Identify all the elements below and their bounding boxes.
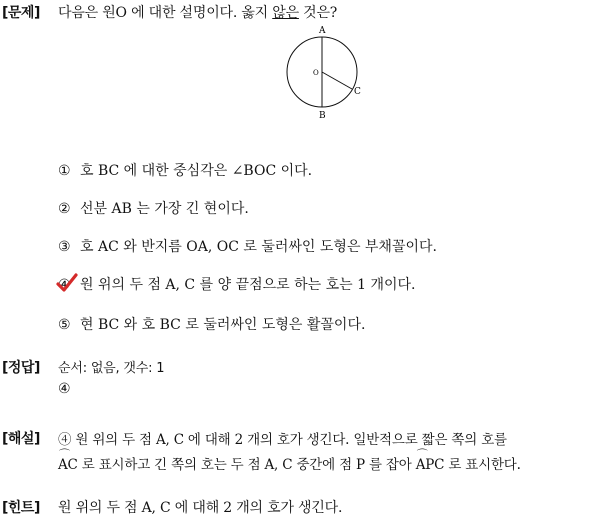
answer-line-2: ④ [58,381,71,397]
explanation-line-2-end: 로 표시한다. [444,457,521,473]
option-1 [58,160,312,180]
label-b: B [319,111,326,121]
option-4-number: ④ [58,277,71,293]
arc-apc: ⌒ APC [416,457,445,473]
option-5 [58,314,365,334]
option-5-text: 현 BC 와 호 BC 로 둘러싸인 도형은 활꼴이다. [80,317,366,333]
arc-ac: ⌒ AC [58,457,78,473]
option-1-number: ① [58,163,71,179]
option-3 [58,236,437,256]
option-2-number: ② [58,201,71,217]
option-4 [58,274,415,294]
option-3-text: 호 AC 와 반지름 OA, OC 로 둘러싸인 도형은 부채꼴이다. [80,239,437,255]
option-2-text: 선분 AB 는 가장 긴 현이다. [80,201,249,217]
option-2 [58,198,249,218]
question-text [58,2,337,22]
answer-tag: [정답] [2,360,40,376]
explanation-tag: [해설] [2,431,40,447]
explanation-line-2 [58,453,521,473]
option-3-number: ③ [58,239,71,255]
circle-figure [280,22,370,122]
option-5-number: ⑤ [58,317,71,333]
label-o: O [313,69,319,77]
radius-oc [322,72,352,89]
option-4-text: 원 위의 두 점 A, C 를 양 끝점으로 하는 호는 1 개이다. [80,277,416,293]
option-1-text: 호 BC 에 대한 중심각은 ∠BOC 이다. [80,163,313,179]
question-suffix: 것은? [298,5,338,21]
label-c: C [354,87,361,97]
problem-tag: [문제] [2,5,40,21]
hint-tag: [힌트] [2,500,40,516]
hint-text: 원 위의 두 점 A, C 에 대해 2 개의 호가 생긴다. [58,500,343,516]
explanation-line-2-mid: 로 표시하고 긴 쪽의 호는 두 점 A, C 중간에 점 P 를 잡아 [77,457,416,473]
checkmark-icon [56,273,78,293]
label-a: A [319,26,326,36]
question-underlined: 않은 [272,5,299,21]
question-prefix: 다음은 원O 에 대한 설명이다. 옳지 [58,5,273,21]
explanation-line-1: ④ 원 위의 두 점 A, C 에 대해 2 개의 호가 생긴다. 일반적으로 짧은 쪽의 호를 [58,432,507,448]
answer-line-1: 순서: 없음, 갯수: 1 [58,361,165,376]
